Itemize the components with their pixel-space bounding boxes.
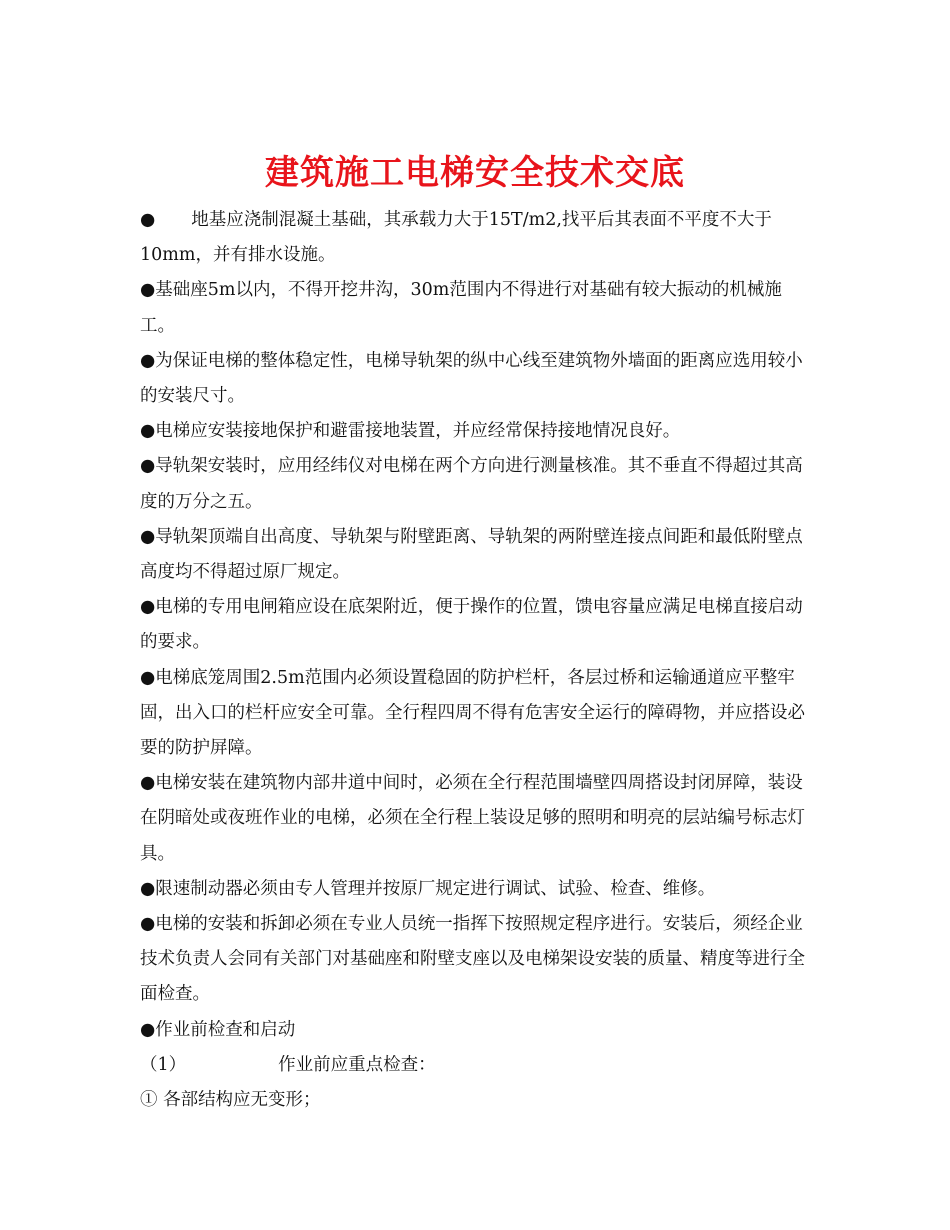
bullet: ● bbox=[140, 210, 156, 230]
paragraph-item: ●基础座5m以内，不得开挖井沟，30m范围内不得进行对基础有较大振动的机械施工。 bbox=[140, 280, 782, 336]
paragraph-item: ●作业前检查和启动 bbox=[140, 1019, 296, 1040]
sub-item-number: （1） bbox=[140, 1054, 187, 1075]
document-title: 建筑施工电梯安全技术交底 bbox=[265, 152, 685, 193]
paragraph-item: ●为保证电梯的整体稳定性，电梯导轨架的纵中心线至建筑物外墙面的距离应选用较小的安装尺寸。 bbox=[140, 350, 803, 407]
sub-item bbox=[140, 1048, 812, 1083]
paragraph-item: ●电梯底笼周围2.5m范围内必须设置稳固的防护栏杆，各层过桥和运输通道应平整牢固，出入口的栏杆应安全可靠。全行程四周不得有危害安全运行的障碍物，并应搭设必要的防护屏障。 bbox=[140, 667, 805, 759]
paragraph-item: ●导轨架安装时，应用经纬仪对电梯在两个方向进行测量核准。其不垂直不得超过其高度的万分之五。 bbox=[140, 456, 803, 512]
paragraph-foundation bbox=[140, 203, 812, 273]
paragraph-item: ●电梯应安装接地保护和避雷接地装置，并应经常保持接地情况良好。 bbox=[140, 421, 681, 442]
sub-item-text: 作业前应重点检查： bbox=[278, 1054, 436, 1075]
paragraph-item: ●限速制动器必须由专人管理并按原厂规定进行调试、试验、检查、维修。 bbox=[140, 878, 716, 899]
paragraph-item: ●导轨架顶端自出高度、导轨架与附壁距离、导轨架的两附壁连接点间距和最低附壁点高度均不得超过原厂规定。 bbox=[140, 526, 803, 583]
paragraph-item: ●电梯安装在建筑物内部井道中间时，必须在全行程范围墙壁四周搭设封闭屏障，装设在阴暗处或夜班作业的电梯，必须在全行程上装设足够的照明和明亮的层站编号标志灯具。 bbox=[140, 773, 805, 864]
paragraph-item: ●电梯的安装和拆卸必须在专业人员统一指挥下按照规定程序进行。安装后，须经企业技术负责人会同有关部门对基础座和附壁支座以及电梯架设安装的质量、精度等进行全面检查。 bbox=[140, 914, 805, 1005]
paragraph-text: 地基应浇制混凝土基础，其承载力大于15T/m2,找平后其表面不平度不大于10mm，并有排水设施。 bbox=[140, 210, 772, 266]
paragraph-item: ●电梯的专用电闸箱应设在底架附近，便于操作的位置，馈电容量应满足电梯直接启动的要求。 bbox=[140, 597, 803, 653]
document-body bbox=[140, 203, 812, 1118]
circled-item: ① 各部结构应无变形； bbox=[140, 1090, 321, 1111]
